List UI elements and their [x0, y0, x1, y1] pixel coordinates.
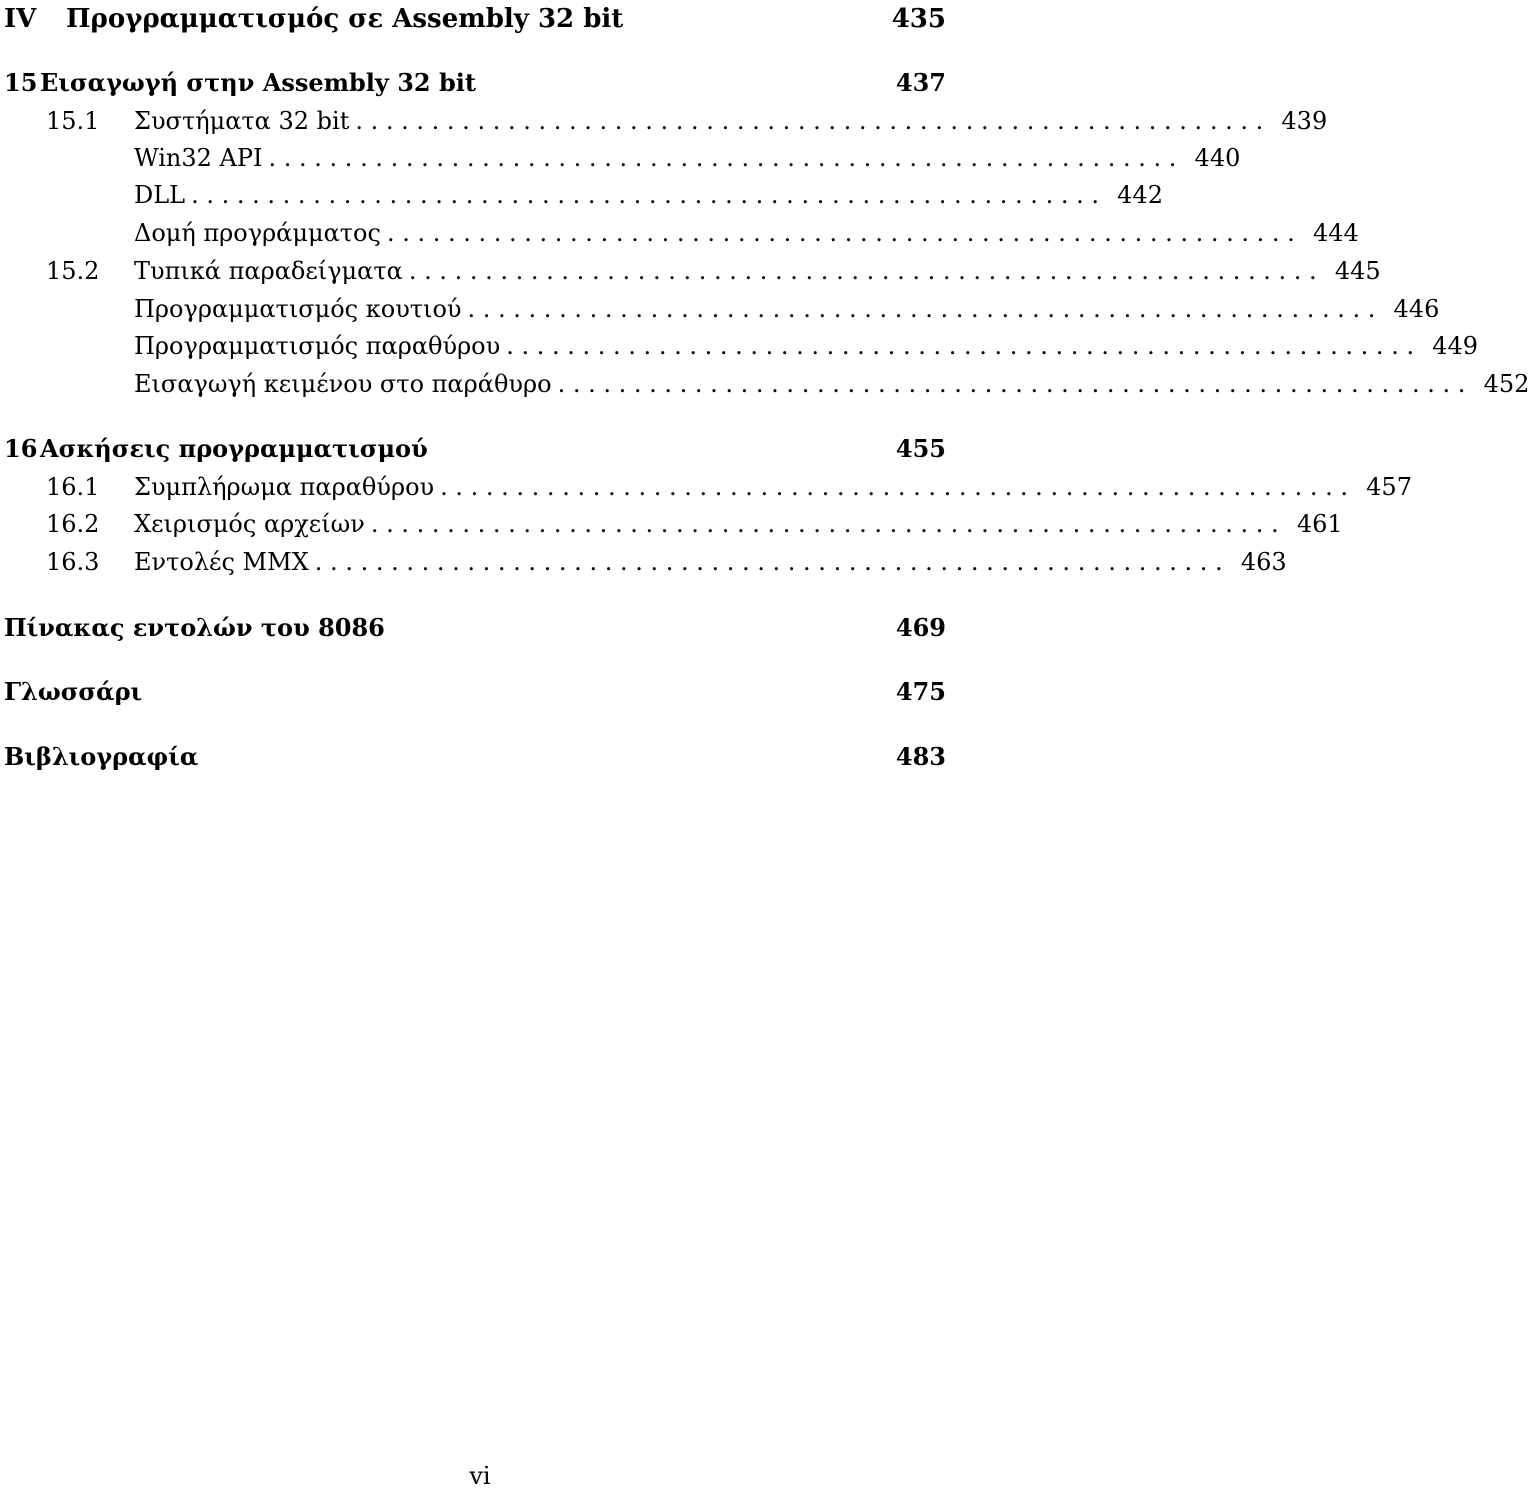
dot-leader: . . . . . . . . . . . . . . . . . . . . . . . . . . . . . . . . . . . . . . . . . . . . . . . . . . . . . . . . . . . .: [314, 548, 1223, 576]
back-matter-entry: [4, 674, 946, 708]
entry-page: 445: [1334, 257, 1381, 285]
entry-number: 16.3: [46, 548, 100, 576]
entry-number: 16.2: [46, 510, 100, 538]
dot-leader: . . . . . . . . . . . . . . . . . . . . . . . . . . . . . . . . . . . . . . . . . . . . . . . . . . . . . . . . . . . .: [268, 144, 1177, 172]
entry-page: 440: [1194, 144, 1241, 172]
entry-page: 457: [1366, 473, 1412, 501]
entry-page: 463: [1240, 548, 1287, 576]
entry-page: 446: [1393, 295, 1440, 323]
toc-entry: [46, 178, 1163, 212]
entry-page: 475: [895, 676, 946, 706]
entry-number: 15.1: [46, 107, 100, 135]
toc-entry: [46, 545, 1287, 579]
entry-page: 483: [895, 741, 946, 771]
entry-page: 444: [1312, 219, 1359, 247]
entry-title: Γλωσσάρι: [4, 676, 143, 706]
entry-page: 449: [1432, 332, 1479, 360]
toc-entry: [46, 292, 1440, 326]
part-number: IV: [4, 4, 37, 34]
chapter-number: 15: [4, 67, 38, 97]
chapter-title: Εισαγωγή στην Assembly 32 bit: [40, 67, 476, 97]
entry-title: Πίνακας εντολών του 8086: [4, 612, 385, 642]
back-matter-entry: [4, 739, 946, 773]
toc-entry: [46, 254, 1381, 288]
chapter-title: Ασκήσεις προγραμματισμού: [40, 433, 428, 463]
toc-entry: [46, 329, 1479, 363]
toc-entry: [46, 507, 1343, 541]
toc-entry: [46, 216, 1359, 250]
entry-title: Χειρισμός αρχείων: [134, 510, 365, 538]
toc-entry: [46, 367, 1529, 401]
entry-page: 452: [1483, 370, 1529, 398]
entry-title: Συμπλήρωμα παραθύρου: [134, 473, 435, 501]
toc-entry: [46, 141, 1241, 175]
toc-entry: [46, 104, 1328, 138]
part-heading: [4, 2, 946, 36]
entry-page: 439: [1281, 107, 1328, 135]
dot-leader: . . . . . . . . . . . . . . . . . . . . . . . . . . . . . . . . . . . . . . . . . . . . . . . . . . . . . . . . . . . .: [408, 257, 1317, 285]
part-page: 435: [891, 4, 946, 34]
entry-title: Βιβλιογραφία: [4, 741, 199, 771]
dot-leader: . . . . . . . . . . . . . . . . . . . . . . . . . . . . . . . . . . . . . . . . . . . . . . . . . . . . . . . . . . . .: [191, 181, 1099, 209]
chapter-number: 16: [4, 433, 38, 463]
entry-title: Εισαγωγή κειμένου στο παράθυρο: [134, 370, 552, 398]
entry-title: Win32 API: [134, 144, 263, 172]
dot-leader: . . . . . . . . . . . . . . . . . . . . . . . . . . . . . . . . . . . . . . . . . . . . . . . . . . . . . . . . . . . .: [557, 370, 1466, 398]
part-title: Προγραμματισμός σε Assembly 32 bit: [66, 4, 624, 34]
entry-number: 16.1: [46, 473, 100, 501]
entry-page: 442: [1117, 181, 1163, 209]
entry-title: Συστήματα 32 bit: [134, 107, 350, 135]
dot-leader: . . . . . . . . . . . . . . . . . . . . . . . . . . . . . . . . . . . . . . . . . . . . . . . . . . . . . . . . . . . .: [467, 295, 1376, 323]
entry-title: Τυπικά παραδείγματα: [134, 257, 403, 285]
entry-number: 15.2: [46, 257, 100, 285]
chapter-page: 455: [895, 433, 946, 463]
page-folio: vi: [469, 1462, 491, 1490]
dot-leader: . . . . . . . . . . . . . . . . . . . . . . . . . . . . . . . . . . . . . . . . . . . . . . . . . . . . . . . . . . . .: [370, 510, 1279, 538]
dot-leader: . . . . . . . . . . . . . . . . . . . . . . . . . . . . . . . . . . . . . . . . . . . . . . . . . . . . . . . . . . . .: [506, 332, 1415, 360]
chapter-heading: [4, 431, 946, 465]
entry-title: Προγραμματισμός παραθύρου: [134, 332, 501, 360]
entry-title: DLL: [134, 181, 186, 209]
entry-title: Εντολές MMX: [134, 548, 309, 576]
dot-leader: . . . . . . . . . . . . . . . . . . . . . . . . . . . . . . . . . . . . . . . . . . . . . . . . . . . . . . . . . . . .: [440, 473, 1348, 501]
back-matter-entry: [4, 610, 946, 644]
dot-leader: . . . . . . . . . . . . . . . . . . . . . . . . . . . . . . . . . . . . . . . . . . . . . . . . . . . . . . . . . . . .: [386, 219, 1295, 247]
dot-leader: . . . . . . . . . . . . . . . . . . . . . . . . . . . . . . . . . . . . . . . . . . . . . . . . . . . . . . . . . . . .: [355, 107, 1264, 135]
entry-page: 461: [1296, 510, 1343, 538]
toc-entry: [46, 470, 1412, 504]
entry-title: Προγραμματισμός κουτιού: [134, 295, 462, 323]
entry-title: Δομή προγράμματος: [134, 219, 381, 247]
chapter-heading: [4, 65, 946, 99]
chapter-page: 437: [895, 67, 946, 97]
entry-page: 469: [895, 612, 946, 642]
